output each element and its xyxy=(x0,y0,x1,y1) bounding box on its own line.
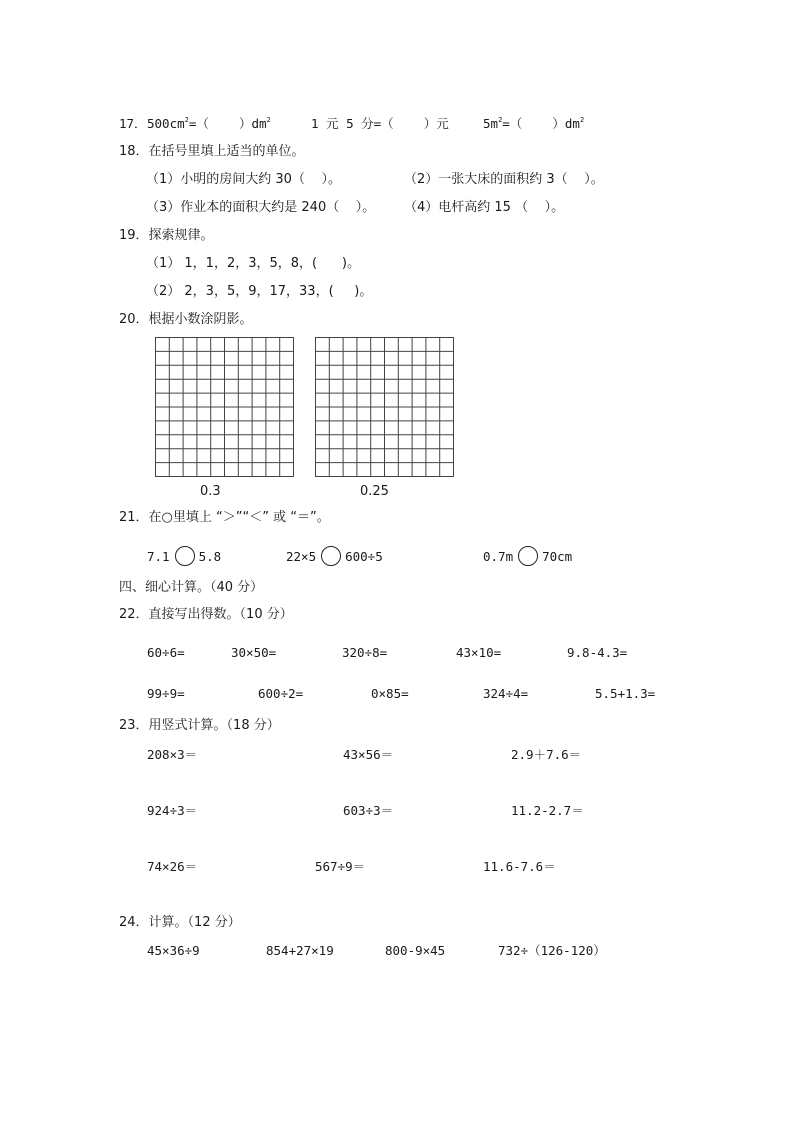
grid-2-caption: 0.25 xyxy=(360,484,389,499)
q17-c-tail: =（ ）dm xyxy=(502,116,580,131)
q23-r3-c1: 74×26＝ xyxy=(147,859,198,874)
q19-item-2: （2） 2，3，5，9，17，33，( )。 xyxy=(146,284,373,299)
q18-item-4: （4）电杆高约 15 （ ）。 xyxy=(404,200,565,215)
q22-r1-c4: 43×10= xyxy=(456,645,502,660)
left-value: 22×5 xyxy=(286,549,317,564)
q23-r3-c2: 567÷9＝ xyxy=(315,859,366,874)
q17-a-tail: =（ ）dm xyxy=(188,116,267,131)
hundred-grid-1[interactable] xyxy=(155,337,294,477)
q21-compare-2 xyxy=(286,546,383,566)
q23-title: 23．用竖式计算。（18 分） xyxy=(119,718,280,733)
q23-r2-c2: 603÷3＝ xyxy=(343,803,394,818)
q18-item-2: （2）一张大床的面积约 3（ ）。 xyxy=(404,172,604,187)
hundred-grid-2[interactable] xyxy=(315,337,454,477)
q22-r2-c5: 5.5+1.3= xyxy=(595,686,656,701)
q22-r1-c1: 60÷6= xyxy=(147,645,185,660)
superscript: 2 xyxy=(579,116,585,124)
q18-title: 18．在括号里填上适当的单位。 xyxy=(119,144,305,159)
superscript: 2 xyxy=(498,116,503,124)
q22-r2-c4: 324÷4= xyxy=(483,686,529,701)
q24-title: 24．计算。（12 分） xyxy=(119,915,241,930)
q24-item-4: 732÷（126-120） xyxy=(498,943,606,958)
q17-a-text: 500cm xyxy=(147,116,185,131)
q20-title: 20．根据小数涂阴影。 xyxy=(119,312,253,327)
right-value: 600÷5 xyxy=(345,549,383,564)
compare-circle-1[interactable] xyxy=(175,546,195,566)
q17-item-money: 1 元 5 分=（ ）元 xyxy=(311,116,449,131)
superscript: 2 xyxy=(184,116,189,124)
q19-item-1: （1） 1，1，2，3，5，8，( )。 xyxy=(146,256,360,271)
q22-r1-c5: 9.8-4.3= xyxy=(567,645,628,660)
q17-item-area-m xyxy=(483,116,584,132)
q17-c-text: 5m xyxy=(483,116,499,131)
q21-compare-1 xyxy=(147,546,221,566)
q22-title: 22．直接写出得数。（10 分） xyxy=(119,607,293,622)
superscript: 2 xyxy=(266,116,271,124)
q18-item-3: （3）作业本的面积大约是 240（ ）。 xyxy=(146,200,376,215)
compare-circle-2[interactable] xyxy=(321,546,341,566)
q18-item-1: （1）小明的房间大约 30（ ）。 xyxy=(146,172,341,187)
q22-r1-c3: 320÷8= xyxy=(342,645,388,660)
q23-r2-c3: 11.2-2.7＝ xyxy=(511,803,584,818)
left-value: 7.1 xyxy=(147,549,170,564)
q22-r2-c2: 600÷2= xyxy=(258,686,304,701)
q24-item-2: 854+27×19 xyxy=(266,943,334,958)
q17-number: 17． xyxy=(119,116,147,131)
q17-item-area-cm xyxy=(147,116,271,132)
q19-title: 19．探索规律。 xyxy=(119,228,214,243)
q24-item-3: 800-9×45 xyxy=(385,943,446,958)
q22-r2-c1: 99÷9= xyxy=(147,686,185,701)
q22-r1-c2: 30×50= xyxy=(231,645,277,660)
compare-circle-3[interactable] xyxy=(518,546,538,566)
q23-r1-c2: 43×56＝ xyxy=(343,747,394,762)
grid-1-caption: 0.3 xyxy=(200,484,221,499)
left-value: 0.7m xyxy=(483,549,514,564)
right-value: 70cm xyxy=(542,549,573,564)
right-value: 5.8 xyxy=(198,549,222,564)
q23-r2-c1: 924÷3＝ xyxy=(147,803,198,818)
q23-r1-c3: 2.9＋7.6＝ xyxy=(511,747,582,762)
q22-r2-c3: 0×85= xyxy=(371,686,409,701)
section-4-heading: 四、细心计算。（40 分） xyxy=(119,580,264,595)
q21-compare-3 xyxy=(483,546,572,566)
q21-title: 21．在○里填上 “＞”“＜” 或 “＝”。 xyxy=(119,510,330,525)
q23-r1-c1: 208×3＝ xyxy=(147,747,198,762)
q24-item-1: 45×36÷9 xyxy=(147,943,200,958)
q23-r3-c3: 11.6-7.6＝ xyxy=(483,859,556,874)
